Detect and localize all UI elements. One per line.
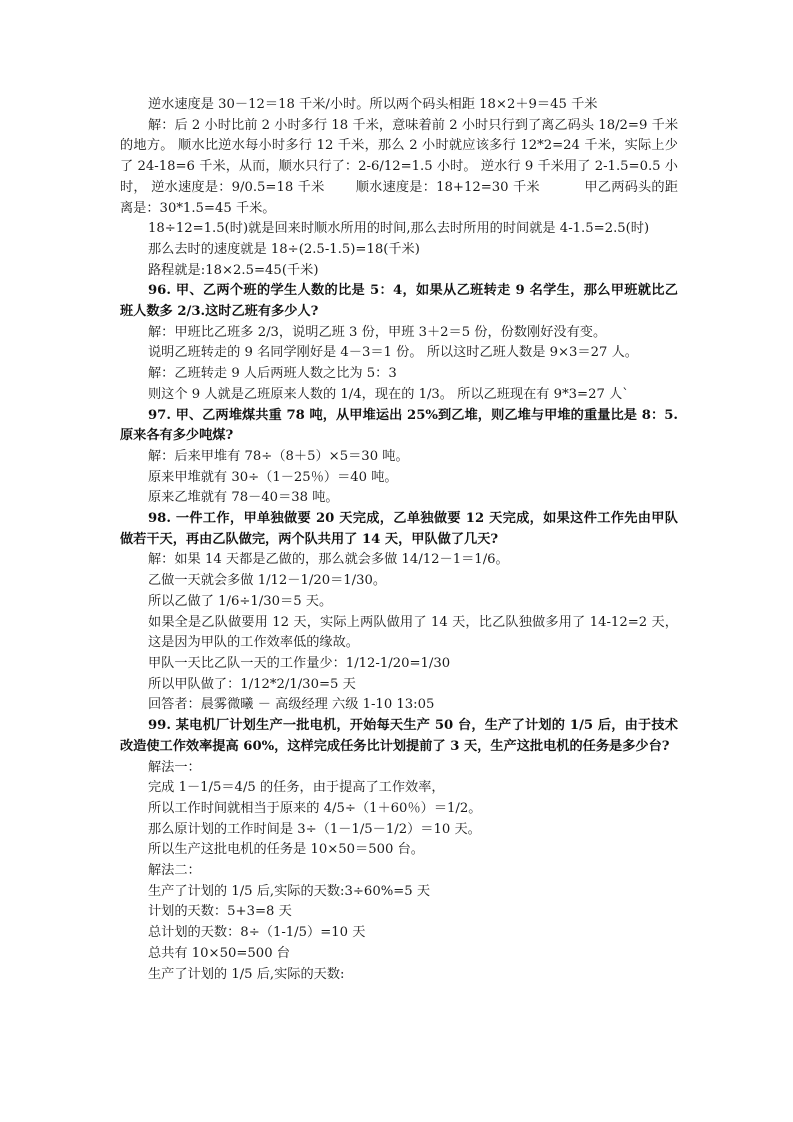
question-96: 96. 甲、乙两个班的学生人数的比是 5：4，如果从乙班转走 9 名学生，那么甲班就比乙班人数多 2/3.这时乙班有多少人? [120,283,678,320]
paragraph-solution-96: 解：甲班比乙班多 2/3，说明乙班 3 份，甲班 3＋2＝5 份，份数刚好没有变。 [148,324,607,340]
paragraph-solution-98-alt-step2: 甲队一天比乙队一天的工作量少：1/12-1/20=1/30 [148,655,451,671]
question-98: 98. 一件工作，甲单独做要 20 天完成，乙单独做要 12 天完成，如果这件工作先由甲队做若干天，再由乙队做完，两个队共用了 14 天，甲队做了几天? [120,511,678,547]
paragraph-solution-97: 解：后来甲堆有 78÷（8＋5）×5＝30 吨。 [148,448,409,464]
paragraph-solution-96-alt-step2: 则这个 9 人就是乙班原来人数的 1/4，现在的 1/3。 所以乙班现在有 9*3=27 人` [148,386,629,402]
paragraph-upstream-speed: 逆水速度是 30－12＝18 千米/小时。所以两个码头相距 18×2＋9＝45 千米 [148,97,598,112]
paragraph-method-two-step2: 计划的天数：5+3=8 天 [148,904,292,920]
method-two-heading: 解法二： [148,863,201,879]
document-page [120,95,678,985]
paragraph-return-time: 18÷12=1.5(时)就是回来时顺水所用的时间,那么去时所用的时间就是 4-1.5=2.5(时) [148,221,650,237]
paragraph-solution-98-step3: 所以乙做了 1/6÷1/30＝5 天。 [148,593,333,609]
paragraph-method-one-step2: 所以工作时间就相当于原来的 4/5÷（1＋60％）＝1/2。 [148,800,482,816]
paragraph-method-one-step3: 那么原计划的工作时间是 3÷（1－1/5－1/2）＝10 天。 [148,821,481,837]
paragraph-method-one-step1: 完成 1－1/5＝4/5 的任务，由于提高了工作效率， [148,780,445,796]
paragraph-solution-96-step2: 说明乙班转走的 9 名同学刚好是 4－3＝1 份。 所以这时乙班人数是 9×3＝27 人。 [148,345,638,361]
question-97: 97. 甲、乙两堆煤共重 78 吨，从甲堆运出 25%到乙堆，则乙堆与甲堆的重量比是 8：5.原来各有多少吨煤? [120,407,678,444]
paragraph-solution-98-alt: 如果全是乙队做要用 12 天，实际上两队做用了 14 天，比乙队独做多用了 14-12=2 天，这是因为甲队的工作效率低的缘故。 [148,614,678,651]
paragraph-distance: 路程就是:18×2.5=45(千米) [148,262,319,278]
answerer-line: 回答者：晨雾微曦 － 高级经理 六级 1-10 13:05 [148,697,435,713]
paragraph-solution-95-alt: 解：后 2 小时比前 2 小时多行 18 千米，意味着前 2 小时只行到了离乙码头 18/2=9 千米的地方。 顺水比逆水每小时多行 12 千米，那么 2 小时就应该多行 12*2=24 千米，实际上少了 24-18=6 千米，从而，顺水只行了：2-6/12=1.5 小时。 逆水行 9 千米用了 2-1.5=0.5 小时， 逆水速度是：9/0.5=18 千米 顺水速度是：18+12=30 千米 甲乙两码头的距离是：30*1.5=45 千米。 [120,117,678,216]
paragraph-method-two-step5: 生产了计划的 1/5 后,实际的天数: [148,966,345,982]
method-one-heading: 解法一： [148,759,201,775]
paragraph-solution-98-alt-step3: 所以甲队做了：1/12*2/1/30=5 天 [148,676,356,692]
paragraph-solution-97-step3: 原来乙堆就有 78－40＝38 吨。 [148,490,339,506]
question-99: 99. 某电机厂计划生产一批电机，开始每天生产 50 台，生产了计划的 1/5 后，由于技术改造使工作效率提高 60%，这样完成任务比计划提前了 3 天，生产这批电机的任务是多少台? [120,718,678,754]
paragraph-solution-98: 解：如果 14 天都是乙做的，那么就会多做 14/12－1＝1/6。 [148,552,509,568]
paragraph-solution-96-alt: 解：乙班转走 9 人后两班人数之比为 5：3 [148,366,397,382]
paragraph-method-one-step4: 所以生产这批电机的任务是 10×50＝500 台。 [148,842,424,858]
paragraph-solution-98-step2: 乙做一天就会多做 1/12－1/20＝1/30。 [148,573,387,589]
paragraph-method-two-step3: 总计划的天数：8÷（1-1/5）=10 天 [148,925,366,941]
paragraph-method-two-step1: 生产了计划的 1/5 后,实际的天数:3÷60%=5 天 [148,883,431,899]
paragraph-going-speed: 那么去时的速度就是 18÷(2.5-1.5)=18(千米) [148,241,420,257]
paragraph-solution-97-step2: 原来甲堆就有 30÷（1－25％）＝40 吨。 [148,469,398,485]
paragraph-method-two-step4: 总共有 10×50=500 台 [148,945,290,961]
